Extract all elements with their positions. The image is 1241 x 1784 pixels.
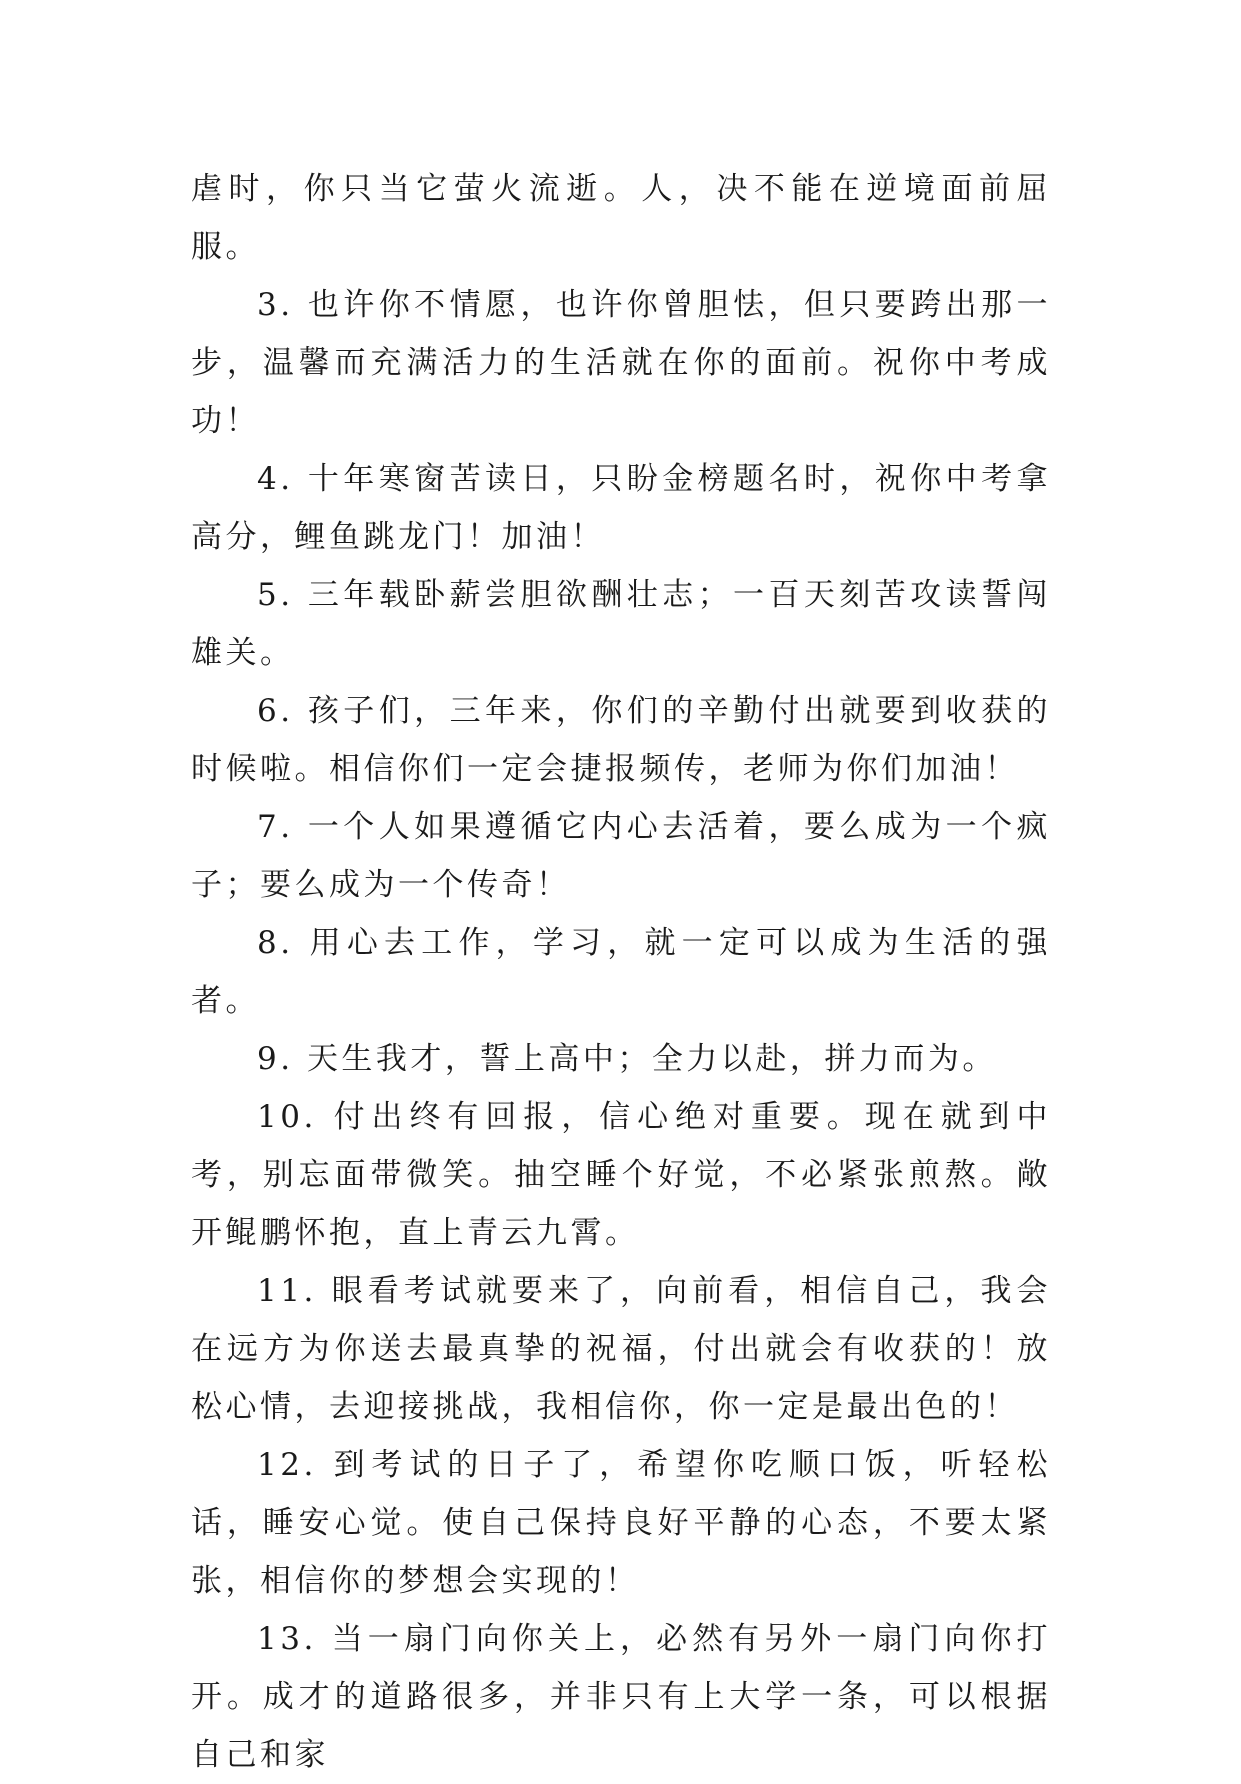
paragraph	[191, 798, 1051, 914]
paragraph	[191, 1610, 1051, 1784]
paragraph-text: 三年载卧薪尝胆欲酬壮志；一百天刻苦攻读誓闯雄关。	[191, 577, 1052, 671]
paragraph	[191, 1030, 1051, 1088]
paragraph-text: 用心去工作，学习，就一定可以成为生活的强者。	[191, 925, 1051, 1019]
paragraph	[191, 1436, 1051, 1610]
paragraph-number: 10.	[257, 1099, 317, 1135]
paragraph-number: 11.	[257, 1273, 317, 1309]
paragraph-number: 6.	[257, 693, 294, 729]
paragraph	[191, 1088, 1051, 1262]
paragraph-text: 眼看考试就要来了，向前看，相信自己，我会在远方为你送去最真挚的祝福，付出就会有收获的！放松心情，去迎接挑战，我相信你，你一定是最出色的！	[191, 1273, 1052, 1425]
paragraph	[191, 566, 1051, 682]
paragraph	[191, 682, 1051, 798]
paragraph	[191, 914, 1051, 1030]
paragraph-number: 12.	[257, 1447, 317, 1483]
paragraph-text: 到考试的日子了，希望你吃顺口饭，听轻松话，睡安心觉。使自己保持良好平静的心态，不要太紧张，相信你的梦想会实现的！	[191, 1447, 1051, 1599]
paragraph-text: 十年寒窗苦读日，只盼金榜题名时，祝你中考拿高分，鲤鱼跳龙门！加油！	[191, 461, 1052, 555]
paragraph-number: 4.	[257, 461, 294, 497]
paragraph-text: 孩子们，三年来，你们的辛勤付出就要到收获的时候啦。相信你们一定会捷报频传，老师为你们加油！	[191, 693, 1052, 787]
paragraph	[191, 160, 1051, 276]
paragraph-text: 天生我才，誓上高中；全力以赴，拼力而为。	[306, 1041, 997, 1077]
paragraph-text: 付出终有回报，信心绝对重要。现在就到中考，别忘面带微笑。抽空睡个好觉，不必紧张煎熬。敞开鲲鹏怀抱，直上青云九霄。	[191, 1099, 1051, 1251]
paragraph-text: 当一扇门向你关上，必然有另外一扇门向你打开。成才的道路很多，并非只有上大学一条，可以根据自己和家	[191, 1621, 1052, 1773]
paragraph-text: 也许你不情愿，也许你曾胆怯，但只要跨出那一步，温馨而充满活力的生活就在你的面前。祝你中考成功！	[191, 287, 1052, 439]
paragraph-number: 8.	[257, 925, 294, 961]
document-body	[191, 160, 1051, 1784]
paragraph-number: 13.	[257, 1621, 317, 1657]
paragraph-text: 虐时，你只当它萤火流逝。人，决不能在逆境面前屈服。	[191, 171, 1051, 265]
paragraph-text: 一个人如果遵循它内心去活着，要么成为一个疯子；要么成为一个传奇！	[191, 809, 1052, 903]
paragraph-number: 7.	[257, 809, 294, 845]
paragraph	[191, 450, 1051, 566]
paragraph-number: 3.	[257, 287, 294, 323]
paragraph-number: 5.	[257, 577, 294, 613]
paragraph-number: 9.	[257, 1041, 294, 1077]
paragraph	[191, 276, 1051, 450]
paragraph	[191, 1262, 1051, 1436]
